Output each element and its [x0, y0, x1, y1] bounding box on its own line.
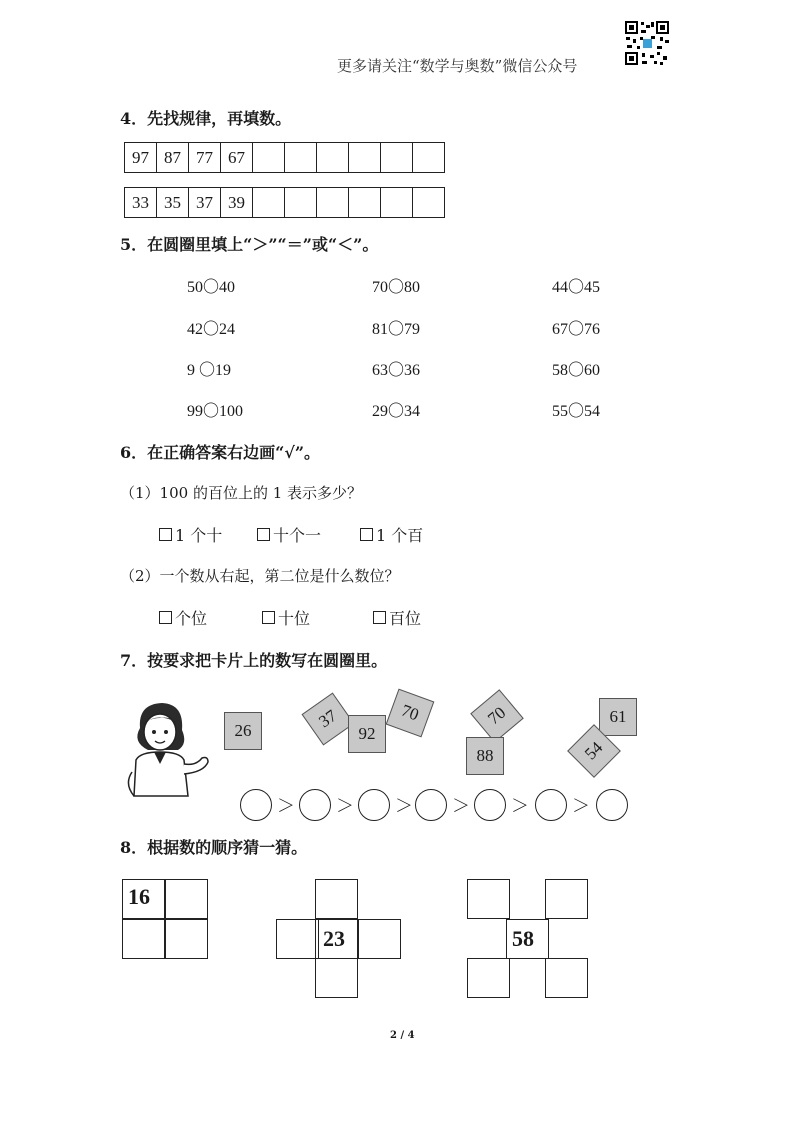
number-card: 37: [302, 693, 355, 746]
grid-cell[interactable]: [122, 919, 165, 959]
answer-circle[interactable]: [240, 789, 272, 821]
checkbox-icon[interactable]: [360, 528, 373, 541]
page-number: 2 / 4: [390, 1030, 415, 1041]
compare-item[interactable]: 81〇79: [372, 321, 421, 338]
grid-cell[interactable]: [276, 919, 319, 959]
greater-than-sign: ＞: [395, 796, 413, 817]
q7-title: 7．按要求把卡片上的数写在圆圈里。: [120, 651, 388, 670]
seq-cell: 33: [125, 188, 157, 218]
seq-blank-cell[interactable]: [413, 143, 445, 173]
checkbox-option[interactable]: 十个一: [257, 523, 321, 546]
seq-cell: 97: [125, 143, 157, 173]
grid-number: 16: [128, 884, 150, 909]
sequence-table-2: [124, 187, 445, 218]
number-card: 88: [466, 737, 504, 775]
answer-circle[interactable]: [358, 789, 390, 821]
compare-item[interactable]: 9 〇19: [187, 362, 232, 379]
greater-than-sign: ＞: [336, 796, 354, 817]
compare-item[interactable]: 42〇24: [187, 321, 236, 338]
seq-blank-cell[interactable]: [349, 143, 381, 173]
seq-blank-cell[interactable]: [349, 188, 381, 218]
compare-item[interactable]: 50〇40: [187, 279, 236, 296]
answer-circle[interactable]: [474, 789, 506, 821]
compare-item[interactable]: 99〇100: [187, 403, 244, 420]
number-card: 92: [348, 715, 386, 753]
number-card: 26: [224, 712, 262, 750]
q6-title: 6．在正确答案右边画“√”。: [120, 443, 321, 462]
answer-circle[interactable]: [415, 789, 447, 821]
grid-cell[interactable]: [545, 879, 588, 919]
compare-item[interactable]: 63〇36: [372, 362, 421, 379]
compare-item[interactable]: 67〇76: [552, 321, 601, 338]
checkbox-icon[interactable]: [159, 528, 172, 541]
grid-cell[interactable]: [467, 958, 510, 998]
greater-than-sign: ＞: [452, 796, 470, 817]
checkbox-option[interactable]: 个位: [159, 606, 207, 629]
girl-illustration-icon: [118, 698, 210, 798]
checkbox-icon[interactable]: [373, 611, 386, 624]
q8-title: 8．根据数的顺序猜一猜。: [120, 838, 308, 857]
seq-blank-cell[interactable]: [317, 143, 349, 173]
sequence-table-1: [124, 142, 445, 173]
seq-cell: 87: [157, 143, 189, 173]
seq-blank-cell[interactable]: [253, 188, 285, 218]
compare-item[interactable]: 29〇34: [372, 403, 421, 420]
number-card: 54: [567, 724, 621, 778]
seq-blank-cell[interactable]: [317, 188, 349, 218]
number-card: 70: [470, 689, 524, 743]
checkbox-icon[interactable]: [159, 611, 172, 624]
grid-cell[interactable]: [545, 958, 588, 998]
checkbox-option[interactable]: 1 个百: [360, 523, 423, 546]
seq-cell: 37: [189, 188, 221, 218]
compare-item[interactable]: 55〇54: [552, 403, 601, 420]
seq-blank-cell[interactable]: [253, 143, 285, 173]
seq-cell: 77: [189, 143, 221, 173]
checkbox-option[interactable]: 1 个十: [159, 523, 222, 546]
greater-than-sign: ＞: [572, 796, 590, 817]
q6-sub1-question: （1）100 的百位上的 1 表示多少？: [120, 484, 363, 502]
number-card: 61: [599, 698, 637, 736]
seq-cell: 39: [221, 188, 253, 218]
grid-cell[interactable]: [165, 879, 208, 919]
number-card: 70: [386, 689, 435, 738]
q4-title: 4．先找规律，再填数。: [120, 109, 292, 128]
seq-blank-cell[interactable]: [285, 188, 317, 218]
compare-item[interactable]: 70〇80: [372, 279, 421, 296]
greater-than-sign: ＞: [277, 796, 295, 817]
answer-circle[interactable]: [535, 789, 567, 821]
greater-than-sign: ＞: [511, 796, 529, 817]
header-text: 更多请关注“数学与奥数”微信公众号: [337, 57, 578, 75]
grid-cell[interactable]: [315, 958, 358, 998]
compare-item[interactable]: 44〇45: [552, 279, 601, 296]
seq-blank-cell[interactable]: [381, 188, 413, 218]
grid-number: 58: [512, 926, 534, 951]
seq-cell: 35: [157, 188, 189, 218]
compare-item[interactable]: 58〇60: [552, 362, 601, 379]
checkbox-icon[interactable]: [257, 528, 270, 541]
grid-number: 23: [323, 926, 345, 951]
grid-cell[interactable]: [165, 919, 208, 959]
checkbox-option[interactable]: 十位: [262, 606, 310, 629]
seq-cell: 67: [221, 143, 253, 173]
checkbox-icon[interactable]: [262, 611, 275, 624]
checkbox-option[interactable]: 百位: [373, 606, 421, 629]
qr-code-icon: [624, 20, 670, 66]
answer-circle[interactable]: [299, 789, 331, 821]
seq-blank-cell[interactable]: [413, 188, 445, 218]
q6-sub2-question: （2）一个数从右起，第二位是什么数位？: [120, 567, 400, 585]
q5-title: 5．在圆圈里填上“＞”“＝”或“＜”。: [120, 235, 379, 254]
grid-cell[interactable]: [467, 879, 510, 919]
grid-cell[interactable]: [315, 879, 358, 919]
answer-circle[interactable]: [596, 789, 628, 821]
grid-cell[interactable]: [358, 919, 401, 959]
seq-blank-cell[interactable]: [381, 143, 413, 173]
seq-blank-cell[interactable]: [285, 143, 317, 173]
